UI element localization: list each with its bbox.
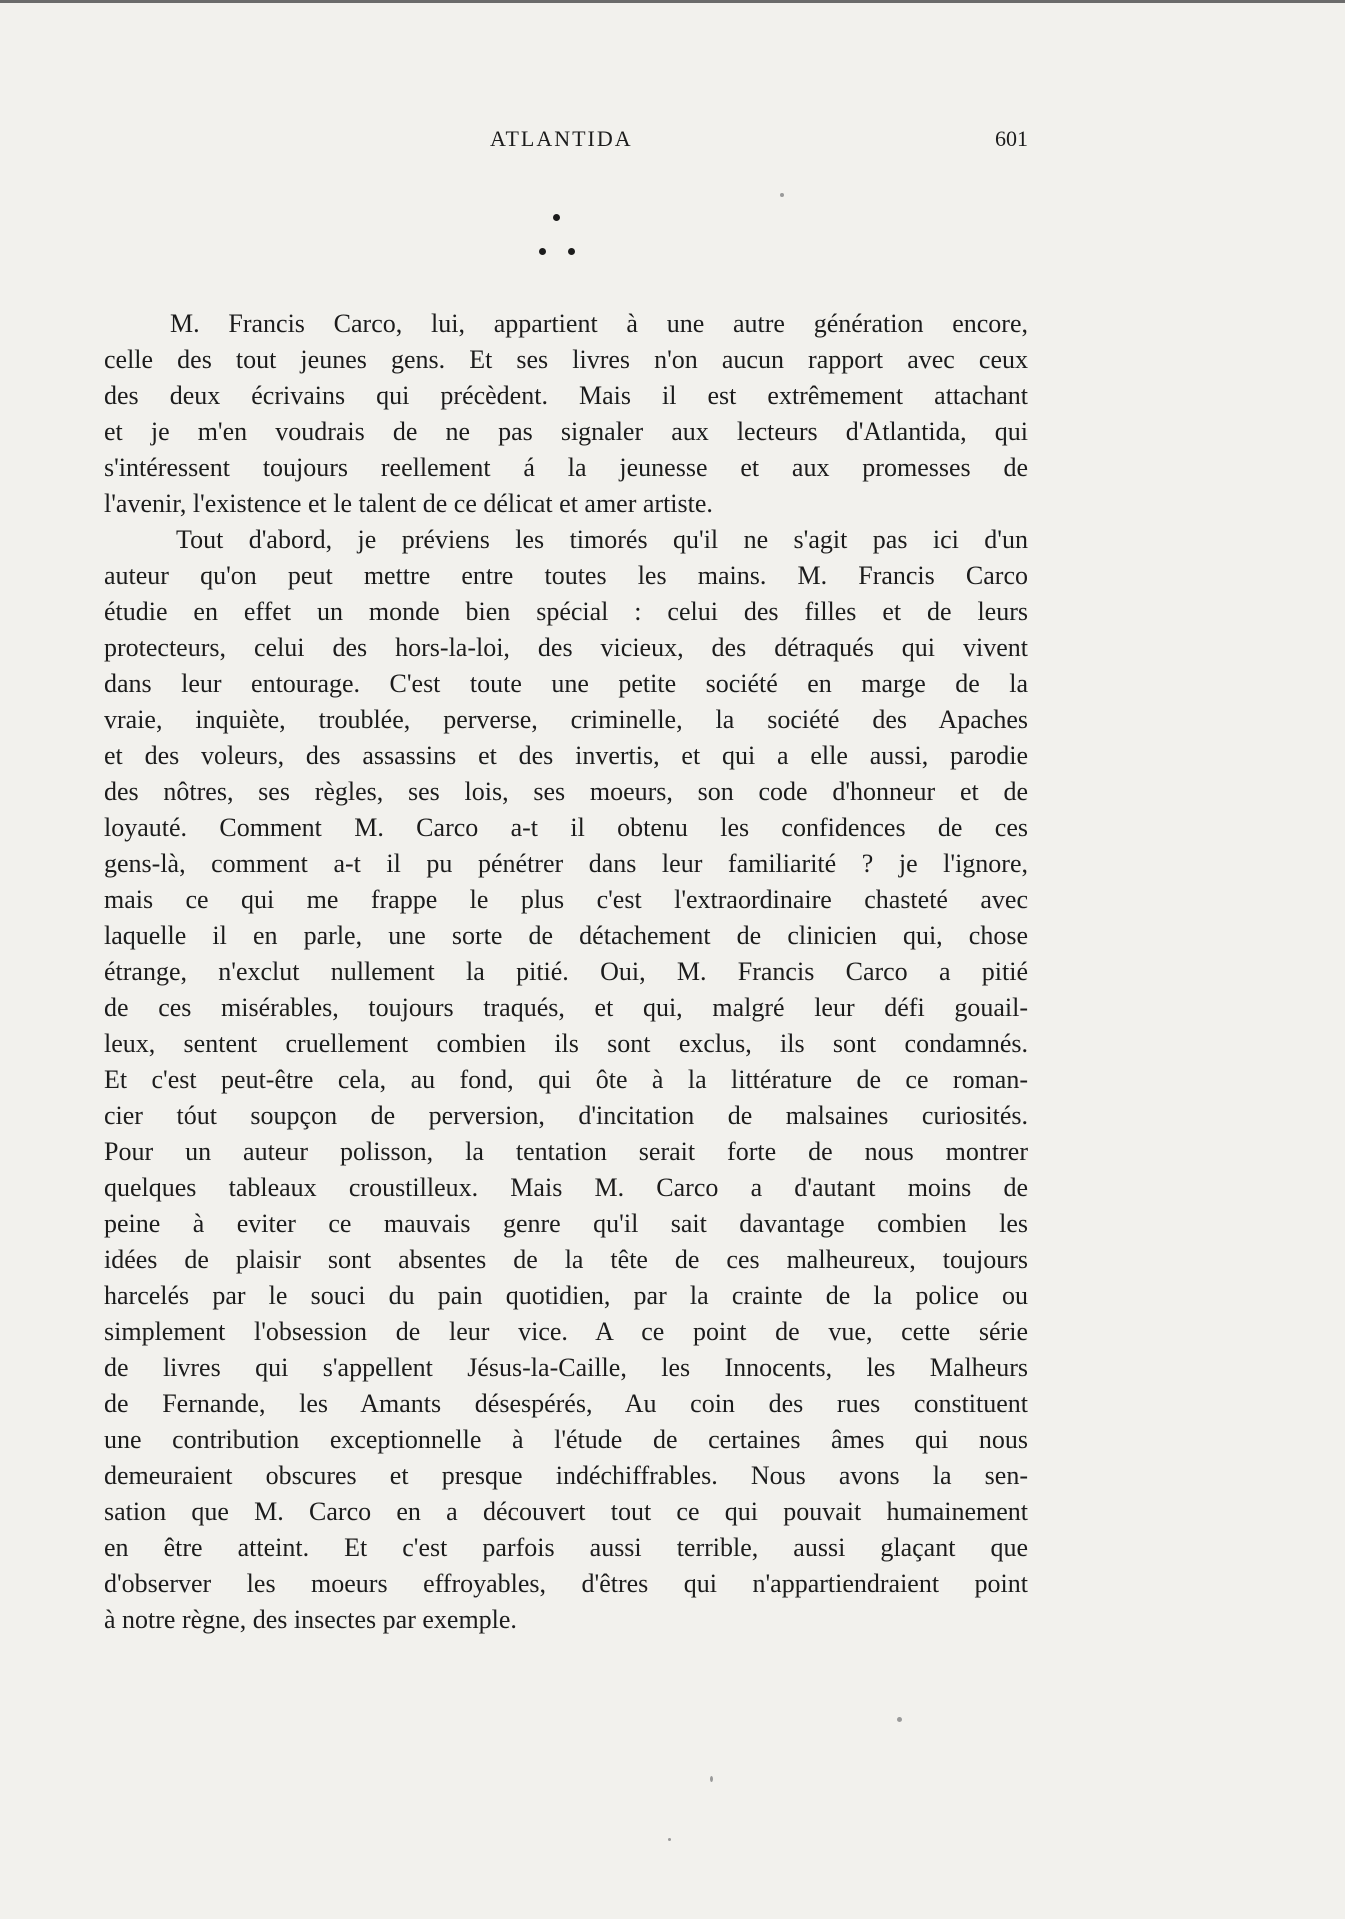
text-line: des nôtres, ses règles, ses lois, ses moeurs, son code d'honneur et de xyxy=(104,777,1028,806)
text-line: de Fernande, les Amants désespérés, Au coin des rues constituent xyxy=(104,1389,1028,1418)
text-line: et des voleurs, des assassins et des invertis, et qui a elle aussi, parodie xyxy=(104,741,1028,770)
running-title: ATLANTIDA xyxy=(490,126,633,151)
scan-speck xyxy=(710,1776,713,1782)
page-top-edge xyxy=(0,0,1345,3)
text-line: protecteurs, celui des hors-la-loi, des vicieux, des détraqués qui vivent xyxy=(104,633,1028,662)
text-line: une contribution exceptionnelle à l'étude de certaines âmes qui nous xyxy=(104,1425,1028,1454)
text-line: et je m'en voudrais de ne pas signaler aux lecteurs d'Atlantida, qui xyxy=(104,417,1028,446)
scan-speck xyxy=(897,1717,902,1722)
text-line: M. Francis Carco, lui, appartient à une autre génération encore, xyxy=(170,309,1028,338)
text-line: des deux écrivains qui précèdent. Mais il est extrêmement attachant xyxy=(104,381,1028,410)
text-line: Tout d'abord, je préviens les timorés qu'il ne s'agit pas ici d'un xyxy=(176,525,1028,554)
text-line: celle des tout jeunes gens. Et ses livres n'on aucun rapport avec ceux xyxy=(104,345,1028,374)
text-line: idées de plaisir sont absentes de la tête de ces malheureux, toujours xyxy=(104,1245,1028,1274)
text-line: peine à eviter ce mauvais genre qu'il sait davantage combien les xyxy=(104,1209,1028,1238)
text-line: en être atteint. Et c'est parfois aussi terrible, aussi glaçant que xyxy=(104,1533,1028,1562)
paragraph-1 xyxy=(104,306,1028,522)
separator-dot xyxy=(539,248,546,255)
text-line: quelques tableaux croustilleux. Mais M. Carco a d'autant moins de xyxy=(104,1173,1028,1202)
text-line: sation que M. Carco en a découvert tout ce qui pouvait humainement xyxy=(104,1497,1028,1526)
text-line: de ces misérables, toujours traqués, et qui, malgré leur défi gouail- xyxy=(104,993,1028,1022)
text-line: loyauté. Comment M. Carco a-t il obtenu les confidences de ces xyxy=(104,813,1028,842)
text-line: mais ce qui me frappe le plus c'est l'extraordinaire chasteté avec xyxy=(104,885,1028,914)
article-body xyxy=(104,306,1028,1638)
text-line: laquelle il en parle, une sorte de détachement de clinicien qui, chose xyxy=(104,921,1028,950)
text-line: vraie, inquiète, troublée, perverse, criminelle, la société des Apaches xyxy=(104,705,1028,734)
text-line: dans leur entourage. C'est toute une petite société en marge de la xyxy=(104,669,1028,698)
text-line: harcelés par le souci du pain quotidien, par la crainte de la police ou xyxy=(104,1281,1028,1310)
scan-speck xyxy=(668,1838,671,1841)
page-number: 601 xyxy=(995,126,1028,151)
text-line: simplement l'obsession de leur vice. A ce point de vue, cette série xyxy=(104,1317,1028,1346)
text-line: étudie en effet un monde bien spécial : celui des filles et de leurs xyxy=(104,597,1028,626)
text-line: cier tóut soupçon de perversion, d'incitation de malsaines curiosités. xyxy=(104,1101,1028,1130)
paragraph-2 xyxy=(104,522,1028,1638)
text-line: l'avenir, l'existence et le talent de ce délicat et amer artiste. xyxy=(104,489,713,518)
text-line: gens-là, comment a-t il pu pénétrer dans leur familiarité ? je l'ignore, xyxy=(104,849,1028,878)
text-line: leux, sentent cruellement combien ils sont exclus, ils sont condamnés. xyxy=(104,1029,1028,1058)
text-line: d'observer les moeurs effroyables, d'êtres qui n'appartiendraient point xyxy=(104,1569,1028,1598)
text-line: étrange, n'exclut nullement la pitié. Oui, M. Francis Carco a pitié xyxy=(104,957,1028,986)
text-line: de livres qui s'appellent Jésus-la-Caille, les Innocents, les Malheurs xyxy=(104,1353,1028,1382)
separator-dot xyxy=(553,214,560,221)
text-line: Pour un auteur polisson, la tentation serait forte de nous montrer xyxy=(104,1137,1028,1166)
text-line: s'intéressent toujours reellement á la jeunesse et aux promesses de xyxy=(104,453,1028,482)
separator-dot xyxy=(568,248,575,255)
scan-speck xyxy=(780,193,784,197)
text-line: à notre règne, des insectes par exemple. xyxy=(104,1605,517,1634)
text-line: auteur qu'on peut mettre entre toutes les mains. M. Francis Carco xyxy=(104,561,1028,590)
section-separator-asterism xyxy=(527,204,587,264)
text-line: Et c'est peut-être cela, au fond, qui ôte à la littérature de ce roman- xyxy=(104,1065,1028,1094)
text-line: demeuraient obscures et presque indéchiffrables. Nous avons la sen- xyxy=(104,1461,1028,1490)
